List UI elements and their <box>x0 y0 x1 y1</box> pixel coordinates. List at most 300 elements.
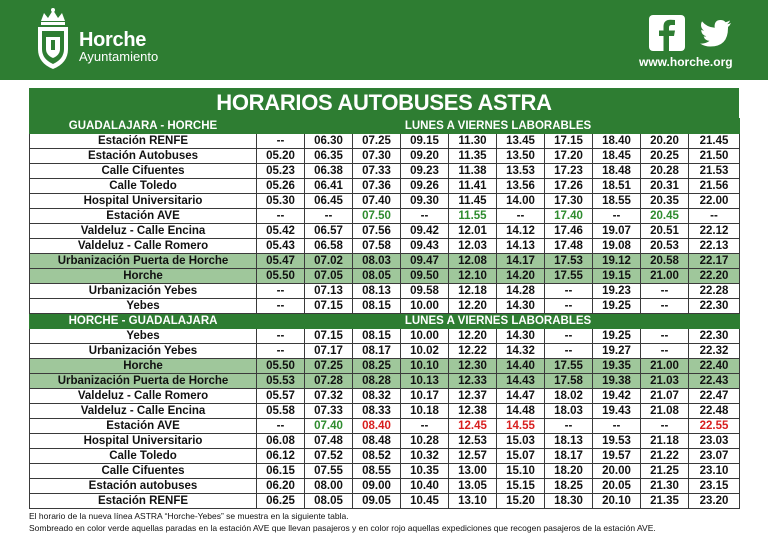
departure-time: 06.30 <box>305 134 353 149</box>
departure-time: 14.28 <box>497 284 545 299</box>
departure-time: 09.26 <box>401 179 449 194</box>
departure-time: 21.50 <box>689 149 740 164</box>
stop-row <box>30 269 740 284</box>
departure-time: 14.30 <box>497 329 545 344</box>
departure-time: 11.45 <box>449 194 497 209</box>
departure-time: 12.08 <box>449 254 497 269</box>
departure-time: 20.20 <box>641 134 689 149</box>
departure-time: -- <box>545 419 593 434</box>
stop-name: Valdeluz - Calle Romero <box>30 239 257 254</box>
departure-time: 10.00 <box>401 329 449 344</box>
departure-time: 21.56 <box>689 179 740 194</box>
service-days: LUNES A VIERNES LABORABLES <box>257 119 740 134</box>
departure-time: 05.20 <box>257 149 305 164</box>
departure-time: 14.43 <box>497 374 545 389</box>
stop-row <box>30 344 740 359</box>
departure-time: 19.38 <box>593 374 641 389</box>
departure-time: 10.02 <box>401 344 449 359</box>
departure-time: -- <box>593 419 641 434</box>
departure-time: 21.00 <box>641 269 689 284</box>
departure-time: 19.25 <box>593 299 641 314</box>
departure-time: 09.23 <box>401 164 449 179</box>
departure-time: 18.51 <box>593 179 641 194</box>
departure-time: 07.33 <box>353 164 401 179</box>
departure-time: 07.15 <box>305 299 353 314</box>
route-name: HORCHE - GUADALAJARA <box>30 314 257 329</box>
stop-name: Calle Toledo <box>30 179 257 194</box>
departure-time: 21.07 <box>641 389 689 404</box>
departure-time: 22.47 <box>689 389 740 404</box>
stop-row <box>30 404 740 419</box>
departure-time: 14.00 <box>497 194 545 209</box>
departure-time: 06.25 <box>257 494 305 509</box>
departure-time: 18.48 <box>593 164 641 179</box>
departure-time: 15.20 <box>497 494 545 509</box>
stop-name: Estación Autobuses <box>30 149 257 164</box>
departure-time: 17.26 <box>545 179 593 194</box>
departure-time: 10.45 <box>401 494 449 509</box>
departure-time: 21.25 <box>641 464 689 479</box>
departure-time: 12.20 <box>449 329 497 344</box>
departure-time: 19.23 <box>593 284 641 299</box>
timetable-title: HORARIOS AUTOBUSES ASTRA <box>29 88 739 118</box>
departure-time: 10.32 <box>401 449 449 464</box>
stop-row <box>30 389 740 404</box>
header-banner <box>0 0 768 80</box>
departure-time: 20.05 <box>593 479 641 494</box>
departure-time: 10.40 <box>401 479 449 494</box>
departure-time: 22.12 <box>689 224 740 239</box>
departure-time: 08.05 <box>305 494 353 509</box>
departure-time: 09.42 <box>401 224 449 239</box>
stop-name: Estación AVE <box>30 209 257 224</box>
departure-time: 15.10 <box>497 464 545 479</box>
departure-time: 08.13 <box>353 284 401 299</box>
departure-time: 09.20 <box>401 149 449 164</box>
departure-time: 13.00 <box>449 464 497 479</box>
departure-time: 19.57 <box>593 449 641 464</box>
twitter-icon[interactable] <box>697 15 733 51</box>
footnote-2: Sombreado en color verde aquellas paradas en la estación AVE que llevan pasajeros y en color rojo aquellas expediciones que recogen pasajeros de la estación AVE. <box>29 523 656 533</box>
departure-time: 09.05 <box>353 494 401 509</box>
departure-time: -- <box>545 329 593 344</box>
departure-time: 05.50 <box>257 359 305 374</box>
departure-time: -- <box>689 209 740 224</box>
departure-time: 08.05 <box>353 269 401 284</box>
departure-time: 05.58 <box>257 404 305 419</box>
departure-time: 10.17 <box>401 389 449 404</box>
departure-time: 19.27 <box>593 344 641 359</box>
departure-time: -- <box>257 284 305 299</box>
stop-row <box>30 449 740 464</box>
departure-time: 22.48 <box>689 404 740 419</box>
departure-time: 19.12 <box>593 254 641 269</box>
departure-time: 15.15 <box>497 479 545 494</box>
departure-time: 10.18 <box>401 404 449 419</box>
departure-time: 07.32 <box>305 389 353 404</box>
departure-time: 08.15 <box>353 299 401 314</box>
departure-time: 15.03 <box>497 434 545 449</box>
stop-name: Urbanización Yebes <box>30 344 257 359</box>
departure-time: 06.57 <box>305 224 353 239</box>
departure-time: 21.22 <box>641 449 689 464</box>
departure-time: 22.30 <box>689 329 740 344</box>
departure-time: 07.02 <box>305 254 353 269</box>
stop-name: Valdeluz - Calle Romero <box>30 389 257 404</box>
departure-time: 07.58 <box>353 239 401 254</box>
departure-time: 12.53 <box>449 434 497 449</box>
stop-name: Valdeluz - Calle Encina <box>30 404 257 419</box>
departure-time: 06.38 <box>305 164 353 179</box>
departure-time: 14.32 <box>497 344 545 359</box>
departure-time: -- <box>257 419 305 434</box>
stop-name: Yebes <box>30 329 257 344</box>
departure-time: 21.35 <box>641 494 689 509</box>
departure-time: 11.55 <box>449 209 497 224</box>
departure-time: 12.33 <box>449 374 497 389</box>
departure-time: 07.52 <box>305 449 353 464</box>
departure-time: -- <box>401 209 449 224</box>
departure-time: -- <box>641 419 689 434</box>
departure-time: 17.55 <box>545 359 593 374</box>
departure-time: 08.28 <box>353 374 401 389</box>
departure-time: -- <box>257 134 305 149</box>
departure-time: 05.23 <box>257 164 305 179</box>
departure-time: 07.40 <box>353 194 401 209</box>
departure-time: 13.56 <box>497 179 545 194</box>
departure-time: 08.33 <box>353 404 401 419</box>
stop-name: Horche <box>30 359 257 374</box>
departure-time: 07.48 <box>305 434 353 449</box>
departure-time: 21.08 <box>641 404 689 419</box>
departure-time: 14.55 <box>497 419 545 434</box>
departure-time: 22.30 <box>689 299 740 314</box>
departure-time: 14.12 <box>497 224 545 239</box>
departure-time: 06.41 <box>305 179 353 194</box>
departure-time: 22.40 <box>689 359 740 374</box>
departure-time: 11.35 <box>449 149 497 164</box>
stop-name: Valdeluz - Calle Encina <box>30 224 257 239</box>
departure-time: -- <box>401 419 449 434</box>
stop-name: Estación RENFE <box>30 134 257 149</box>
stop-name: Urbanización Puerta de Horche <box>30 254 257 269</box>
departure-time: 17.30 <box>545 194 593 209</box>
departure-time: 06.15 <box>257 464 305 479</box>
departure-time: 05.50 <box>257 269 305 284</box>
departure-time: 14.30 <box>497 299 545 314</box>
departure-time: 13.05 <box>449 479 497 494</box>
departure-time: 05.43 <box>257 239 305 254</box>
departure-time: 17.40 <box>545 209 593 224</box>
departure-time: -- <box>257 329 305 344</box>
departure-time: -- <box>545 344 593 359</box>
departure-time: 23.10 <box>689 464 740 479</box>
departure-time: 08.52 <box>353 449 401 464</box>
departure-time: 23.15 <box>689 479 740 494</box>
departure-time: 09.00 <box>353 479 401 494</box>
departure-time: 19.43 <box>593 404 641 419</box>
departure-time: 06.58 <box>305 239 353 254</box>
footnote-1: El horario de la nueva línea ASTRA “Horche-Yebes” se muestra en la siguiente tabla. <box>29 511 349 521</box>
departure-time: 22.13 <box>689 239 740 254</box>
departure-time: 08.48 <box>353 434 401 449</box>
departure-time: 08.25 <box>353 359 401 374</box>
stop-row <box>30 224 740 239</box>
departure-time: 12.45 <box>449 419 497 434</box>
stop-row <box>30 254 740 269</box>
stop-row <box>30 239 740 254</box>
stop-row <box>30 434 740 449</box>
departure-time: -- <box>257 299 305 314</box>
departure-time: 11.38 <box>449 164 497 179</box>
departure-time: 20.28 <box>641 164 689 179</box>
stop-row <box>30 179 740 194</box>
departure-time: 07.25 <box>305 359 353 374</box>
departure-time: 17.58 <box>545 374 593 389</box>
stop-row <box>30 329 740 344</box>
stop-name: Estación autobuses <box>30 479 257 494</box>
departure-time: 07.13 <box>305 284 353 299</box>
departure-time: 20.10 <box>593 494 641 509</box>
stop-row <box>30 464 740 479</box>
stop-name: Hospital Universitario <box>30 194 257 209</box>
departure-time: 07.28 <box>305 374 353 389</box>
departure-time: -- <box>257 209 305 224</box>
departure-time: 09.58 <box>401 284 449 299</box>
departure-time: 18.13 <box>545 434 593 449</box>
departure-time: 18.25 <box>545 479 593 494</box>
departure-time: 12.03 <box>449 239 497 254</box>
departure-time: 17.20 <box>545 149 593 164</box>
stop-row <box>30 149 740 164</box>
departure-time: 09.30 <box>401 194 449 209</box>
stop-name: Calle Cifuentes <box>30 164 257 179</box>
stop-row <box>30 374 740 389</box>
departure-time: 12.22 <box>449 344 497 359</box>
departure-time: 18.30 <box>545 494 593 509</box>
departure-time: 07.25 <box>353 134 401 149</box>
departure-time: 12.10 <box>449 269 497 284</box>
departure-time: 10.00 <box>401 299 449 314</box>
departure-time: 12.01 <box>449 224 497 239</box>
departure-time: 10.28 <box>401 434 449 449</box>
stop-name: Estación AVE <box>30 419 257 434</box>
departure-time: 06.20 <box>257 479 305 494</box>
departure-time: 17.23 <box>545 164 593 179</box>
departure-time: 12.18 <box>449 284 497 299</box>
departure-time: 07.17 <box>305 344 353 359</box>
departure-time: 05.47 <box>257 254 305 269</box>
stop-row <box>30 284 740 299</box>
departure-time: 20.51 <box>641 224 689 239</box>
departure-time: 18.55 <box>593 194 641 209</box>
coat-of-arms-icon <box>33 7 73 71</box>
departure-time: 19.42 <box>593 389 641 404</box>
departure-time: 18.02 <box>545 389 593 404</box>
departure-time: 12.37 <box>449 389 497 404</box>
departure-time: 19.25 <box>593 329 641 344</box>
departure-time: 13.10 <box>449 494 497 509</box>
departure-time: 08.55 <box>353 464 401 479</box>
departure-time: 22.28 <box>689 284 740 299</box>
departure-time: 20.31 <box>641 179 689 194</box>
departure-time: 21.30 <box>641 479 689 494</box>
departure-time: -- <box>641 284 689 299</box>
departure-time: 20.58 <box>641 254 689 269</box>
departure-time: 20.35 <box>641 194 689 209</box>
departure-time: 06.35 <box>305 149 353 164</box>
departure-time: 20.00 <box>593 464 641 479</box>
departure-time: 21.03 <box>641 374 689 389</box>
departure-time: 07.05 <box>305 269 353 284</box>
departure-time: -- <box>641 344 689 359</box>
departure-time: 18.40 <box>593 134 641 149</box>
schedule-table <box>29 118 740 509</box>
departure-time: 14.13 <box>497 239 545 254</box>
bus-timetable <box>29 88 739 508</box>
departure-time: 23.07 <box>689 449 740 464</box>
departure-time: 10.13 <box>401 374 449 389</box>
departure-time: 12.38 <box>449 404 497 419</box>
departure-time: 08.00 <box>305 479 353 494</box>
stop-name: Calle Cifuentes <box>30 464 257 479</box>
departure-time: 20.25 <box>641 149 689 164</box>
stop-name: Horche <box>30 269 257 284</box>
departure-time: 19.08 <box>593 239 641 254</box>
departure-time: -- <box>545 299 593 314</box>
section-header <box>30 314 740 329</box>
departure-time: 06.08 <box>257 434 305 449</box>
departure-time: 07.15 <box>305 329 353 344</box>
departure-time: 10.35 <box>401 464 449 479</box>
departure-time: 05.42 <box>257 224 305 239</box>
departure-time: 17.53 <box>545 254 593 269</box>
stop-row <box>30 194 740 209</box>
departure-time: 07.30 <box>353 149 401 164</box>
departure-time: 07.56 <box>353 224 401 239</box>
departure-time: 07.33 <box>305 404 353 419</box>
departure-time: -- <box>641 329 689 344</box>
departure-time: 07.36 <box>353 179 401 194</box>
departure-time: -- <box>641 299 689 314</box>
departure-time: 14.48 <box>497 404 545 419</box>
departure-time: 18.45 <box>593 149 641 164</box>
departure-time: 09.15 <box>401 134 449 149</box>
stop-name: Urbanización Puerta de Horche <box>30 374 257 389</box>
service-days: LUNES A VIERNES LABORABLES <box>257 314 740 329</box>
departure-time: 06.12 <box>257 449 305 464</box>
departure-time: 21.53 <box>689 164 740 179</box>
departure-time: 13.53 <box>497 164 545 179</box>
departure-time: 23.20 <box>689 494 740 509</box>
departure-time: 17.48 <box>545 239 593 254</box>
departure-time: -- <box>497 209 545 224</box>
departure-time: 20.45 <box>641 209 689 224</box>
stop-row <box>30 134 740 149</box>
departure-time: 14.17 <box>497 254 545 269</box>
departure-time: 21.00 <box>641 359 689 374</box>
departure-time: 11.41 <box>449 179 497 194</box>
departure-time: 18.20 <box>545 464 593 479</box>
departure-time: 05.53 <box>257 374 305 389</box>
section-header <box>30 119 740 134</box>
departure-time: 11.30 <box>449 134 497 149</box>
departure-time: 21.45 <box>689 134 740 149</box>
departure-time: 19.53 <box>593 434 641 449</box>
website-link[interactable]: www.horche.org <box>639 55 733 69</box>
stop-name: Yebes <box>30 299 257 314</box>
departure-time: 17.46 <box>545 224 593 239</box>
departure-time: 13.45 <box>497 134 545 149</box>
departure-time: 22.32 <box>689 344 740 359</box>
departure-time: 17.55 <box>545 269 593 284</box>
departure-time: 12.20 <box>449 299 497 314</box>
stop-row <box>30 479 740 494</box>
departure-time: 14.20 <box>497 269 545 284</box>
departure-time: 22.17 <box>689 254 740 269</box>
departure-time: 22.43 <box>689 374 740 389</box>
departure-time: 09.43 <box>401 239 449 254</box>
departure-time: 18.03 <box>545 404 593 419</box>
departure-time: -- <box>593 209 641 224</box>
departure-time: 10.10 <box>401 359 449 374</box>
brand-name: Horche <box>79 29 147 51</box>
departure-time: 07.40 <box>305 419 353 434</box>
route-name: GUADALAJARA - HORCHE <box>30 119 257 134</box>
departure-time: 06.45 <box>305 194 353 209</box>
departure-time: 17.15 <box>545 134 593 149</box>
departure-time: 22.55 <box>689 419 740 434</box>
departure-time: 08.03 <box>353 254 401 269</box>
departure-time: 19.07 <box>593 224 641 239</box>
stop-name: Urbanización Yebes <box>30 284 257 299</box>
stop-row <box>30 299 740 314</box>
stop-name: Estación RENFE <box>30 494 257 509</box>
stop-row <box>30 419 740 434</box>
departure-time: 05.57 <box>257 389 305 404</box>
departure-time: 21.18 <box>641 434 689 449</box>
departure-time: 15.07 <box>497 449 545 464</box>
departure-time: 19.35 <box>593 359 641 374</box>
stop-row <box>30 164 740 179</box>
departure-time: 07.55 <box>305 464 353 479</box>
departure-time: 08.15 <box>353 329 401 344</box>
stop-name: Calle Toledo <box>30 449 257 464</box>
departure-time: 09.47 <box>401 254 449 269</box>
departure-time: 05.30 <box>257 194 305 209</box>
departure-time: 14.47 <box>497 389 545 404</box>
departure-time: -- <box>305 209 353 224</box>
departure-time: 08.32 <box>353 389 401 404</box>
departure-time: 13.50 <box>497 149 545 164</box>
stop-row <box>30 359 740 374</box>
departure-time: 22.20 <box>689 269 740 284</box>
departure-time: 08.40 <box>353 419 401 434</box>
facebook-icon[interactable] <box>649 15 685 51</box>
departure-time: 09.50 <box>401 269 449 284</box>
departure-time: 08.17 <box>353 344 401 359</box>
departure-time: 20.53 <box>641 239 689 254</box>
departure-time: 07.50 <box>353 209 401 224</box>
stop-row <box>30 209 740 224</box>
departure-time: 05.26 <box>257 179 305 194</box>
departure-time: 19.15 <box>593 269 641 284</box>
stop-row <box>30 494 740 509</box>
departure-time: 22.00 <box>689 194 740 209</box>
departure-time: 12.30 <box>449 359 497 374</box>
departure-time: 12.57 <box>449 449 497 464</box>
departure-time: 18.17 <box>545 449 593 464</box>
